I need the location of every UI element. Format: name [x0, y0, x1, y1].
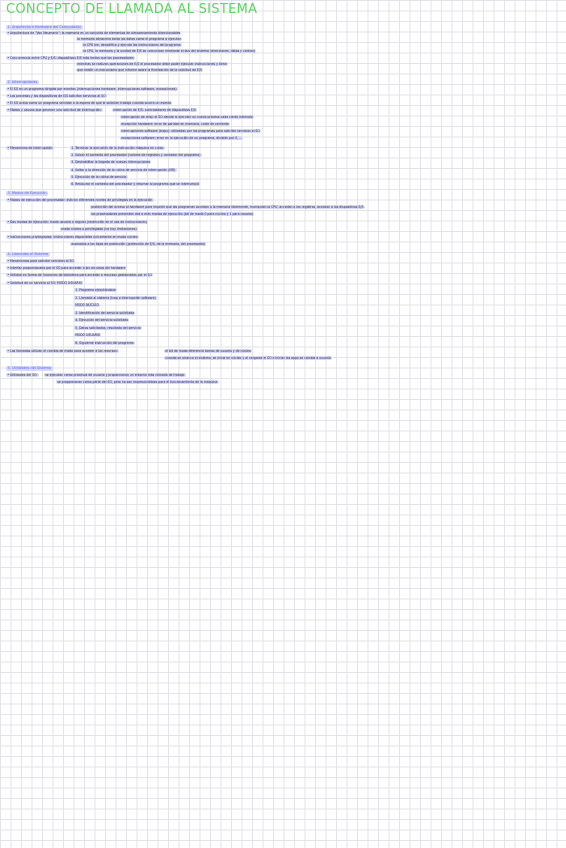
note-text: se proporcionan como parte del SO, pero no son imprescindibles para el funcionamiento de la máquina — [57, 380, 218, 384]
note-text: • El SO actúa como un programa servidor a la espera de que le soliciten trabajo cuando ocurra un evento — [7, 101, 172, 105]
note-line — [6, 87, 178, 92]
note-text: 4. Ejecución del servicio solicitado — [75, 318, 129, 322]
note-line — [82, 49, 256, 54]
note-line — [120, 136, 243, 141]
note-text: la CPU lee, decodifica y ejecuta las instrucciones del programa — [83, 43, 181, 47]
note-text: la memoria almacena tanto los datos como el programa a ejecutar — [77, 37, 181, 41]
note-line — [120, 115, 254, 120]
section-heading-utilidades: 5. Utilidades del Sistema — [7, 366, 52, 370]
note-text: 5. Datos solicitados, resultado del servicio — [75, 326, 141, 330]
note-text: MODO USUARIO — [75, 333, 101, 337]
note-text: excepciones software: error en la ejecución de un programa, división por 0, ... — [121, 136, 243, 140]
note-line — [6, 94, 107, 99]
note-line — [90, 212, 254, 217]
note-text: el bit de modo diferencia tareas de usuario y de núcleo — [165, 349, 251, 353]
note-line — [70, 153, 202, 158]
note-line — [74, 326, 142, 331]
note-line — [70, 182, 200, 187]
note-line — [6, 266, 127, 271]
note-line — [6, 349, 119, 354]
note-text: • Concurrencia entre CPU y E/S: dispositivos E/S más lentos que los procesadores — [7, 56, 134, 60]
note-line — [74, 333, 101, 338]
note-text: • Arquitectura de "Von Neumann": la memoria es un conjunto de elementos de almacenamiento direccionables — [7, 31, 181, 35]
note-text: interrupción de reloj: el SO decide si ejecutar un nuevo proceso cada cierto intervalo — [121, 115, 253, 119]
note-line — [44, 373, 186, 378]
note-text: interrupción de E/S: controladores de dispositivos E/S — [113, 108, 196, 112]
note-line — [6, 146, 54, 151]
note-line — [120, 129, 261, 134]
note-text: excepción hardware: error de paridad en memoria, corte de corriente — [121, 122, 229, 126]
note-text: • Modos de ejecución del procesador: indican diferentes niveles de privilegios en la ejecución — [7, 198, 153, 202]
note-text: • Modos y causas que generan una solicitud de interrupción: — [7, 108, 102, 112]
note-line — [6, 281, 83, 286]
note-text: • Dos modos de ejecución: modo usuario o regular (restricción en el uso de instrucciones) — [7, 220, 147, 224]
note-text: 1. Programa ejecutándose — [75, 288, 116, 292]
note-text: cuando se arranca el sistema, se inicia en núcleo y al cargarse el SO e iniciar las apps se cambia a usuario — [165, 356, 331, 360]
note-line — [6, 101, 172, 106]
note-text: • Mecanismos para solicitar servicios al SO — [7, 259, 74, 263]
note-text: 2. Llamada al sistema (trap o interrupción software) — [75, 296, 156, 300]
note-line — [6, 273, 153, 278]
note-line — [70, 146, 165, 151]
note-line — [6, 373, 39, 378]
note-line — [60, 227, 138, 232]
note-line — [90, 205, 365, 210]
note-text: los procesadores presentan dos o más modos de ejecución (bit de modo 0 para núcleo y 1 para usuario) — [91, 212, 254, 216]
note-line — [74, 311, 135, 316]
page-title: CONCEPTO DE LLAMADA AL SISTEMA — [6, 2, 258, 17]
note-text: • El SO es un programa dirigido por eventos (interrupciones hardware, interrupciones software, excepciones) — [7, 87, 177, 91]
note-line — [6, 259, 75, 264]
note-line — [56, 380, 219, 385]
note-text: 6. Siguiente instrucción del programa — [75, 341, 134, 345]
note-text: protección del acceso al hardware para impedir que los programas accedan a la memoria libremente, manipulen la CPU, accedan a los registros, accedan a los dispositivos E/S — [91, 205, 364, 209]
note-line — [82, 43, 182, 48]
note-line — [6, 31, 181, 36]
note-line — [164, 356, 332, 361]
note-line — [6, 220, 148, 225]
note-text: • Los procesos y los dispositivos de E/S solicitan servicios al SO — [7, 94, 106, 98]
section-heading-llamadas: 4. Llamadas al Sistema — [7, 252, 49, 256]
note-line — [6, 56, 135, 61]
note-line — [74, 318, 129, 323]
note-text: • Utilidades del SO: — [7, 373, 38, 377]
note-text: 2. Salvar el contexto del procesador (valores de registros y contador del programa) — [71, 153, 201, 157]
note-line — [70, 242, 206, 247]
note-line — [6, 108, 103, 113]
note-text: la CPU, la memoria y la unidad de E/S se comunican mediante el bus del sistema (direcciones, datos y control) — [83, 49, 255, 53]
note-line — [70, 160, 151, 165]
note-text: 6. Restaurar el contexto del procesador y retornar al programa que se interrumpió — [71, 182, 200, 186]
note-line — [76, 37, 182, 42]
note-line — [74, 341, 135, 346]
note-text: 1. Terminar la ejecución de la instrucción máquina en curso — [71, 146, 164, 150]
note-text: • Las llamadas utilizan el cambio de modo para acceder a los recursos: — [7, 349, 118, 353]
note-line — [74, 296, 157, 301]
note-line — [120, 122, 230, 127]
note-text: asociadas a los tipos de protección (protección de E/S, de la memoria, del procesador) — [71, 242, 206, 246]
note-text: MODO NÚCLEO — [75, 303, 99, 307]
note-text: • Mecanismo de interrupción: — [7, 146, 54, 150]
note-line — [74, 303, 100, 308]
note-text: 3. Deshabilitar la llegada de nuevas interrupciones — [71, 160, 151, 164]
note-text: que existir un mecanismo que informe sobre la finalización de la solicitud de E/S — [77, 68, 202, 72]
note-text: • Solicitud de un servicio al SO: MODO USUARIO — [7, 281, 83, 285]
note-line — [74, 288, 117, 293]
note-text: 5. Ejecución de la rutina de servicio — [71, 175, 127, 179]
note-line — [76, 68, 203, 73]
note-text: 3. Identificación del servicio solicitado — [75, 311, 135, 315]
note-text: • Interfaz proporcionada por el SO para acceder a los recursos del hardware — [7, 266, 126, 270]
note-text: mientras se realizan operaciones de E/S el procesador debe poder ejecutar instrucciones y tiene — [77, 62, 227, 66]
note-line — [76, 62, 228, 67]
note-text: • Utilidad en forma de funciones de biblioteca para acceder a recursos gestionados por el SO — [7, 273, 152, 277]
note-text: modo núcleo o privilegiado (no hay limitaciones) — [61, 227, 137, 231]
note-text: se ejecutan como procesos de usuario y proporcionan un entorno más cómodo de trabajo — [45, 373, 185, 377]
note-line — [6, 235, 139, 240]
section-heading-interrupciones: 2. Interrupciones — [7, 80, 38, 84]
note-line — [70, 175, 128, 180]
note-text: interrupciones software (traps): utilizadas por los programas para solicitar servicios al SO — [121, 129, 260, 133]
note-line — [164, 349, 252, 354]
section-heading-arquitectura: 1. Arquitectura Hardware del Computador — [7, 25, 82, 29]
note-line — [112, 108, 197, 113]
note-text: 4. Saltar a la dirección de la rutina de servicio de interrupción (ISR) — [71, 168, 176, 172]
note-line — [70, 168, 177, 173]
note-text: • Instrucciones privilegiadas: instrucciones disponibles únicamente en modo núcleo — [7, 235, 138, 239]
note-line — [6, 198, 154, 203]
section-heading-modos: 3. Modos de Ejecución — [7, 191, 47, 195]
